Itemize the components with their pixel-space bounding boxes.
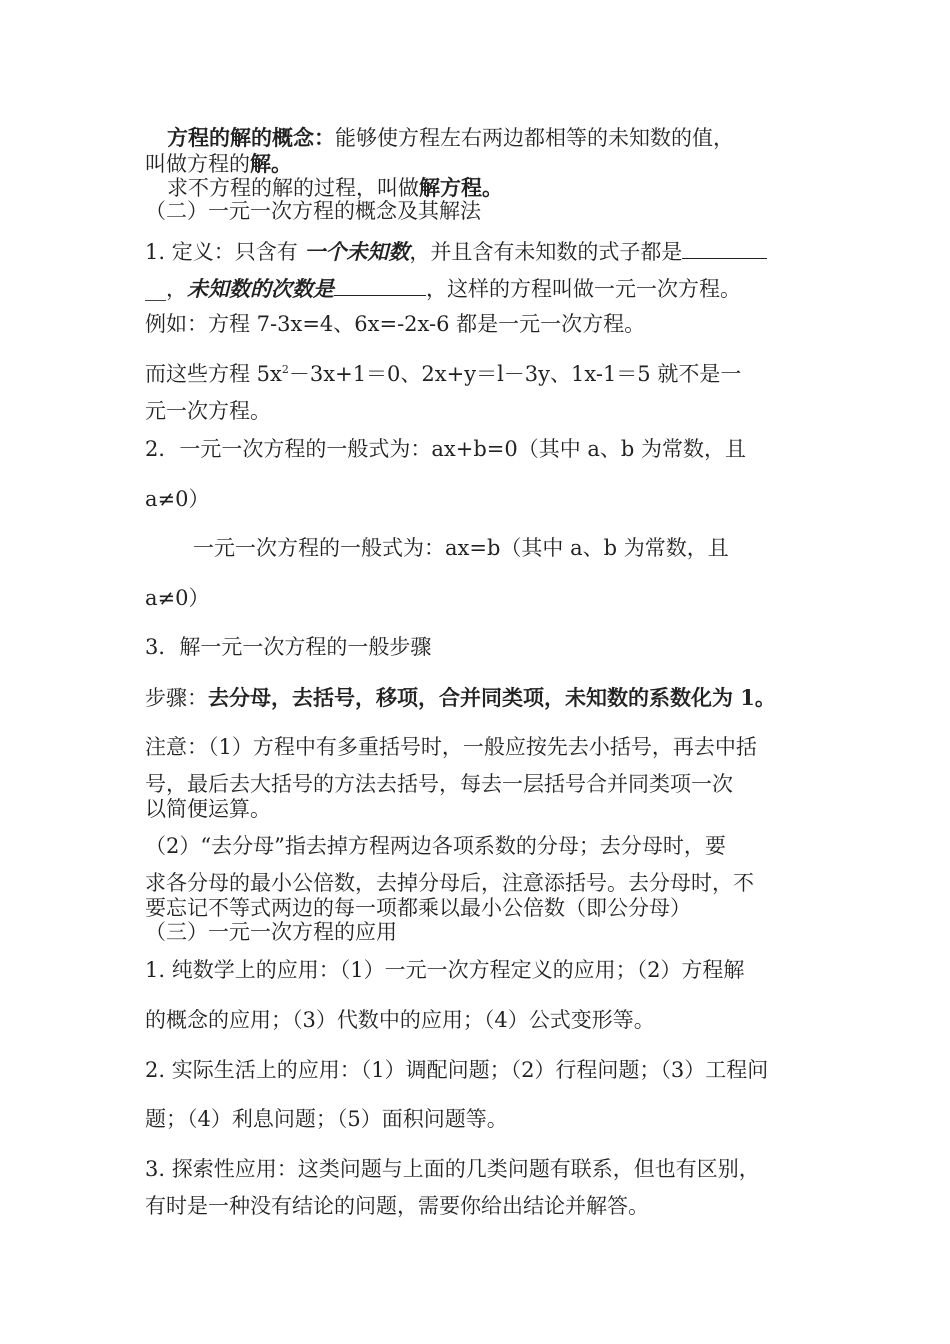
text-span: 而这些方程 5x xyxy=(145,362,282,386)
solve-definition xyxy=(167,177,503,199)
bold-term: 去分母，去括号，移项，合并同类项，未知数的系数化为 1。 xyxy=(208,685,776,710)
counterexample-line-2: 元一次方程。 xyxy=(145,399,271,423)
bold-term: 解方程。 xyxy=(419,175,503,200)
application-line-4: 题；（4）利息问题；（5）面积问题等。 xyxy=(145,1107,508,1131)
definition-line-1 xyxy=(145,240,767,263)
application-line-3: 2. 实际生活上的应用：（1）调配问题；（2）行程问题；（3）工程问 xyxy=(145,1058,769,1082)
general-form-line-1: 2．一元一次方程的一般式为：ax+b=0（其中 a、b 为常数，且 xyxy=(145,437,747,461)
steps-heading: 3．解一元一次方程的一般步骤 xyxy=(145,635,432,659)
exponent: 2 xyxy=(281,363,289,376)
concept-term: 方程的解的概念： xyxy=(167,125,335,150)
note-line-4: （2）“去分母”指去掉方程两边各项系数的分母；去分母时，要 xyxy=(145,834,726,858)
note-line-1: 注意：（1）方程中有多重括号时，一般应按先去小括号，再去中括 xyxy=(145,735,757,759)
concept-line-1 xyxy=(167,127,734,149)
bold-italic-term: 一个未知数 xyxy=(304,239,410,264)
application-line-6: 有时是一种没有结论的问题，需要你给出结论并解答。 xyxy=(145,1194,649,1218)
note-line-3: 以简便运算。 xyxy=(145,797,271,821)
text-span: 求不方程的解的过程，叫做 xyxy=(167,176,419,200)
counterexample-line-1 xyxy=(145,364,741,385)
section-heading-2: （二）一元一次方程的概念及其解法 xyxy=(145,199,481,223)
application-line-1: 1. 纯数学上的应用：（1）一元一次方程定义的应用；（2）方程解 xyxy=(145,958,745,982)
bold-term: 解。 xyxy=(250,151,292,176)
text-span: 步骤： xyxy=(145,686,208,710)
application-line-2: 的概念的应用；（3）代数中的应用；（4）公式变形等。 xyxy=(145,1008,655,1032)
fill-blank xyxy=(682,240,767,259)
bold-italic-term: 未知数的次数是 xyxy=(187,276,334,301)
note-line-2: 号，最后去大括号的方法去括号，每去一层括号合并同类项一次 xyxy=(145,772,733,796)
text-span: ，这样的方程叫做一元一次方程。 xyxy=(426,277,741,301)
general-form-line-2: 一元一次方程的一般式为：ax=b（其中 a、b 为常数，且 xyxy=(193,536,729,560)
text-span: ，并且含有未知数的式子都是 xyxy=(409,240,683,264)
example-line: 例如：方程 7-3x=4、6x=-2x-6 都是一元一次方程。 xyxy=(145,312,646,336)
general-form-condition-2: a≠0） xyxy=(145,586,210,610)
text-span: __ xyxy=(145,277,166,301)
fill-blank xyxy=(334,277,426,296)
section-heading-3: （三）一元一次方程的应用 xyxy=(145,920,397,944)
concept-line-2 xyxy=(145,153,292,175)
definition-line-2 xyxy=(145,277,741,300)
general-form-condition-1: a≠0） xyxy=(145,487,210,511)
steps-line xyxy=(145,687,776,709)
note-line-6: 要忘记不等式两边的每一项都乘以最小公倍数（即公分母） xyxy=(145,896,691,920)
application-line-5: 3. 探索性应用：这类问题与上面的几类问题有联系，但也有区别， xyxy=(145,1157,760,1181)
note-line-5: 求各分母的最小公倍数，去掉分母后，注意添括号。去分母时，不 xyxy=(145,871,754,895)
text-span: 叫做方程的 xyxy=(145,152,250,176)
text-span: 1. 定义：只含有 xyxy=(145,240,305,264)
concept-definition: 能够使方程左右两边都相等的未知数的值， xyxy=(335,126,734,150)
text-span: ， xyxy=(166,277,187,301)
text-span: －3x+1＝0、2x+y＝l－3y、1x-1＝5 就不是一 xyxy=(288,362,742,386)
